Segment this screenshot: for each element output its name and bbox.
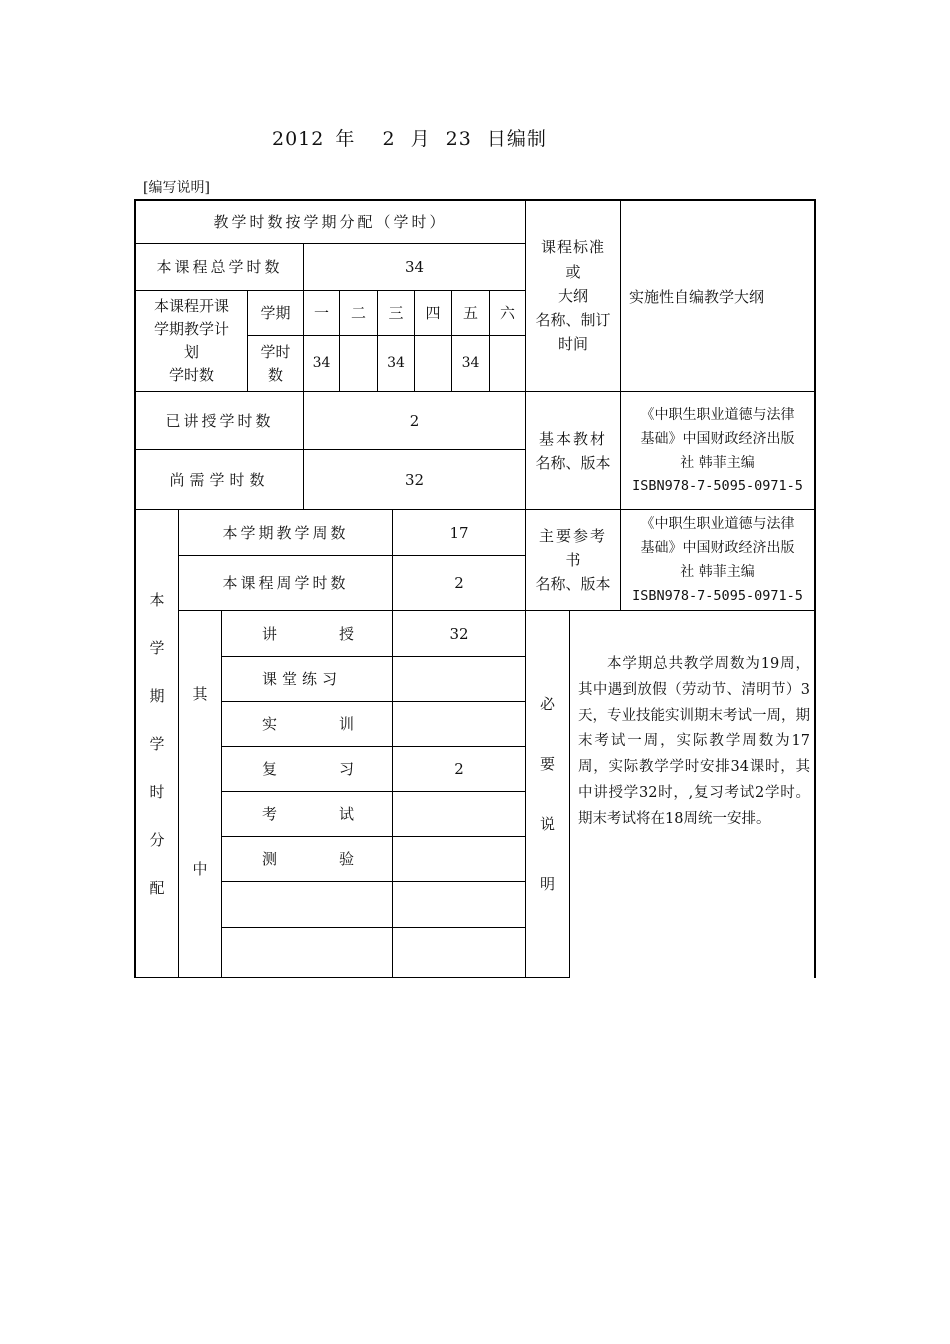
outline-label-line: 时间 xyxy=(557,335,588,354)
semester-5-hours: 34 xyxy=(461,355,480,372)
semester-3: 三 xyxy=(388,304,404,322)
reference-value-line: 社 韩菲主编 xyxy=(680,564,755,581)
outline-label xyxy=(526,201,620,391)
total-hours-label: 本课程总学时数 xyxy=(156,258,283,276)
outline-value: 实施性自编教学大纲 xyxy=(629,288,765,306)
reference-value-line: 《中职生职业道德与法律 xyxy=(640,516,795,533)
alloc-char: 时 xyxy=(149,782,165,801)
breakdown-value-empty xyxy=(393,882,525,927)
semester-2: 二 xyxy=(350,304,366,322)
reference-label-line: 名称、版本 xyxy=(535,575,611,593)
reference-label-line: 主要参考 xyxy=(538,527,607,545)
necessary-explanation-label xyxy=(526,611,569,977)
breakdown-char: 授 xyxy=(338,624,354,643)
textbook-value-line: ISBN978-7-5095-0971-5 xyxy=(632,478,803,494)
remaining-hours-label: 尚需学时数 xyxy=(169,470,270,489)
breakdown-label-training xyxy=(222,702,392,746)
weeks-label: 本学期教学周数 xyxy=(222,523,349,542)
textbook-value-line: 基础》中国财政经济出版 xyxy=(640,430,795,447)
plan-label xyxy=(136,291,247,391)
breakdown-char: 实 xyxy=(262,715,278,733)
alloc-char: 分 xyxy=(149,830,165,849)
semester-2-hours xyxy=(340,336,377,391)
necessary-char: 明 xyxy=(539,875,555,893)
semester-1: 一 xyxy=(313,304,329,322)
breakdown-label-exam xyxy=(222,792,392,836)
taught-hours-label: 已讲授学时数 xyxy=(165,411,274,430)
semester-label: 学期 xyxy=(260,304,291,322)
textbook-value-line: 社 韩菲主编 xyxy=(680,454,755,471)
semester-6: 六 xyxy=(499,304,515,322)
plan-label-line: 划 xyxy=(183,343,199,361)
breakdown-value-empty xyxy=(393,928,525,977)
among-label-bottom: 中 xyxy=(192,860,208,878)
breakdown-label-lecture xyxy=(222,611,392,656)
alloc-char: 配 xyxy=(149,878,165,897)
plan-label-line: 本课程开课 xyxy=(153,296,229,315)
breakdown-label-practice: 课堂练习 xyxy=(262,670,343,688)
necessary-char: 要 xyxy=(539,755,555,773)
reference-label-line: 书 xyxy=(565,551,581,569)
breakdown-label-empty xyxy=(222,928,392,977)
date-year: 2012 xyxy=(272,128,325,150)
reference-value xyxy=(621,510,814,610)
necessary-explanation-text: 本学期总共教学周数为19周，其中遇到放假（劳动节、清明节）3天，专业技能实训期末考试一周，期末考试一周，实际教学周数为17周，实际教学学时安排34课时，其中讲授学32时，,复习考试2学时。期末考试将在18周统一安排。 xyxy=(578,656,810,827)
reference-value-line: ISBN978-7-5095-0971-5 xyxy=(632,587,803,604)
date-month: 2 xyxy=(382,128,396,150)
alloc-char: 学 xyxy=(149,734,165,753)
breakdown-value-training xyxy=(393,702,525,746)
reference-label xyxy=(526,510,620,610)
textbook-value xyxy=(621,392,814,509)
outline-label-line: 课程标准 xyxy=(540,238,605,257)
breakdown-char: 讲 xyxy=(262,624,278,643)
date-day-suffix: 日编制 xyxy=(486,128,547,150)
necessary-char: 说 xyxy=(539,815,555,833)
necessary-char: 必 xyxy=(539,695,555,713)
breakdown-char: 复 xyxy=(262,760,278,778)
alloc-char: 本 xyxy=(149,590,165,609)
textbook-value-line: 《中职生职业道德与法律 xyxy=(640,406,795,423)
weekly-hours-value: 2 xyxy=(454,574,464,592)
reference-value-line: 基础》中国财政经济出版 xyxy=(640,540,795,557)
breakdown-value-review: 2 xyxy=(454,760,464,778)
plan-label-line: 学时数 xyxy=(168,366,214,385)
breakdown-char: 训 xyxy=(338,715,354,733)
breakdown-value-lecture: 32 xyxy=(449,624,469,643)
breakdown-char: 考 xyxy=(262,805,278,823)
breakdown-char: 试 xyxy=(338,805,354,823)
total-hours-value: 34 xyxy=(404,258,425,276)
breakdown-char: 验 xyxy=(338,850,354,868)
textbook-label-line: 基本教材 xyxy=(538,429,607,448)
writing-note-label: [编写说明] xyxy=(143,180,210,196)
hours-label-line: 学时 xyxy=(260,343,291,361)
among-label-top: 其 xyxy=(192,685,208,703)
breakdown-label-review xyxy=(222,747,392,791)
hours-label xyxy=(248,336,303,391)
semester-4-hours xyxy=(415,336,451,391)
semester-1-hours: 34 xyxy=(312,355,331,372)
breakdown-value-practice xyxy=(393,657,525,701)
textbook-label-line: 名称、版本 xyxy=(535,453,611,472)
semester-6-hours xyxy=(490,336,525,391)
weeks-value: 17 xyxy=(449,523,469,542)
taught-hours-value: 2 xyxy=(409,411,420,430)
outline-label-line: 大纲 xyxy=(557,286,588,305)
section-title: 教学时数按学期分配（学时） xyxy=(213,213,448,231)
semester-allocation-label xyxy=(136,510,178,977)
date-month-unit: 月 xyxy=(410,128,431,150)
breakdown-char: 测 xyxy=(262,850,278,868)
compile-date xyxy=(272,124,547,151)
textbook-label xyxy=(526,392,620,509)
semester-3-hours: 34 xyxy=(387,355,405,372)
semester-5: 五 xyxy=(462,304,478,322)
breakdown-value-test xyxy=(393,837,525,881)
alloc-char: 学 xyxy=(149,638,165,657)
hours-label-line: 数 xyxy=(267,365,283,384)
remaining-hours-value: 32 xyxy=(404,470,425,489)
breakdown-label-empty xyxy=(222,882,392,927)
semester-4: 四 xyxy=(425,304,441,322)
weekly-hours-label: 本课程周学时数 xyxy=(222,574,349,592)
plan-label-line: 学期教学计 xyxy=(153,319,229,338)
breakdown-label-test xyxy=(222,837,392,881)
alloc-char: 期 xyxy=(149,686,165,705)
date-year-unit: 年 xyxy=(335,128,356,150)
outline-label-line: 名称、制订 xyxy=(535,311,611,330)
breakdown-value-exam xyxy=(393,792,525,836)
breakdown-char: 习 xyxy=(338,760,354,778)
date-day: 23 xyxy=(445,128,472,150)
outline-label-line: 或 xyxy=(565,262,581,281)
